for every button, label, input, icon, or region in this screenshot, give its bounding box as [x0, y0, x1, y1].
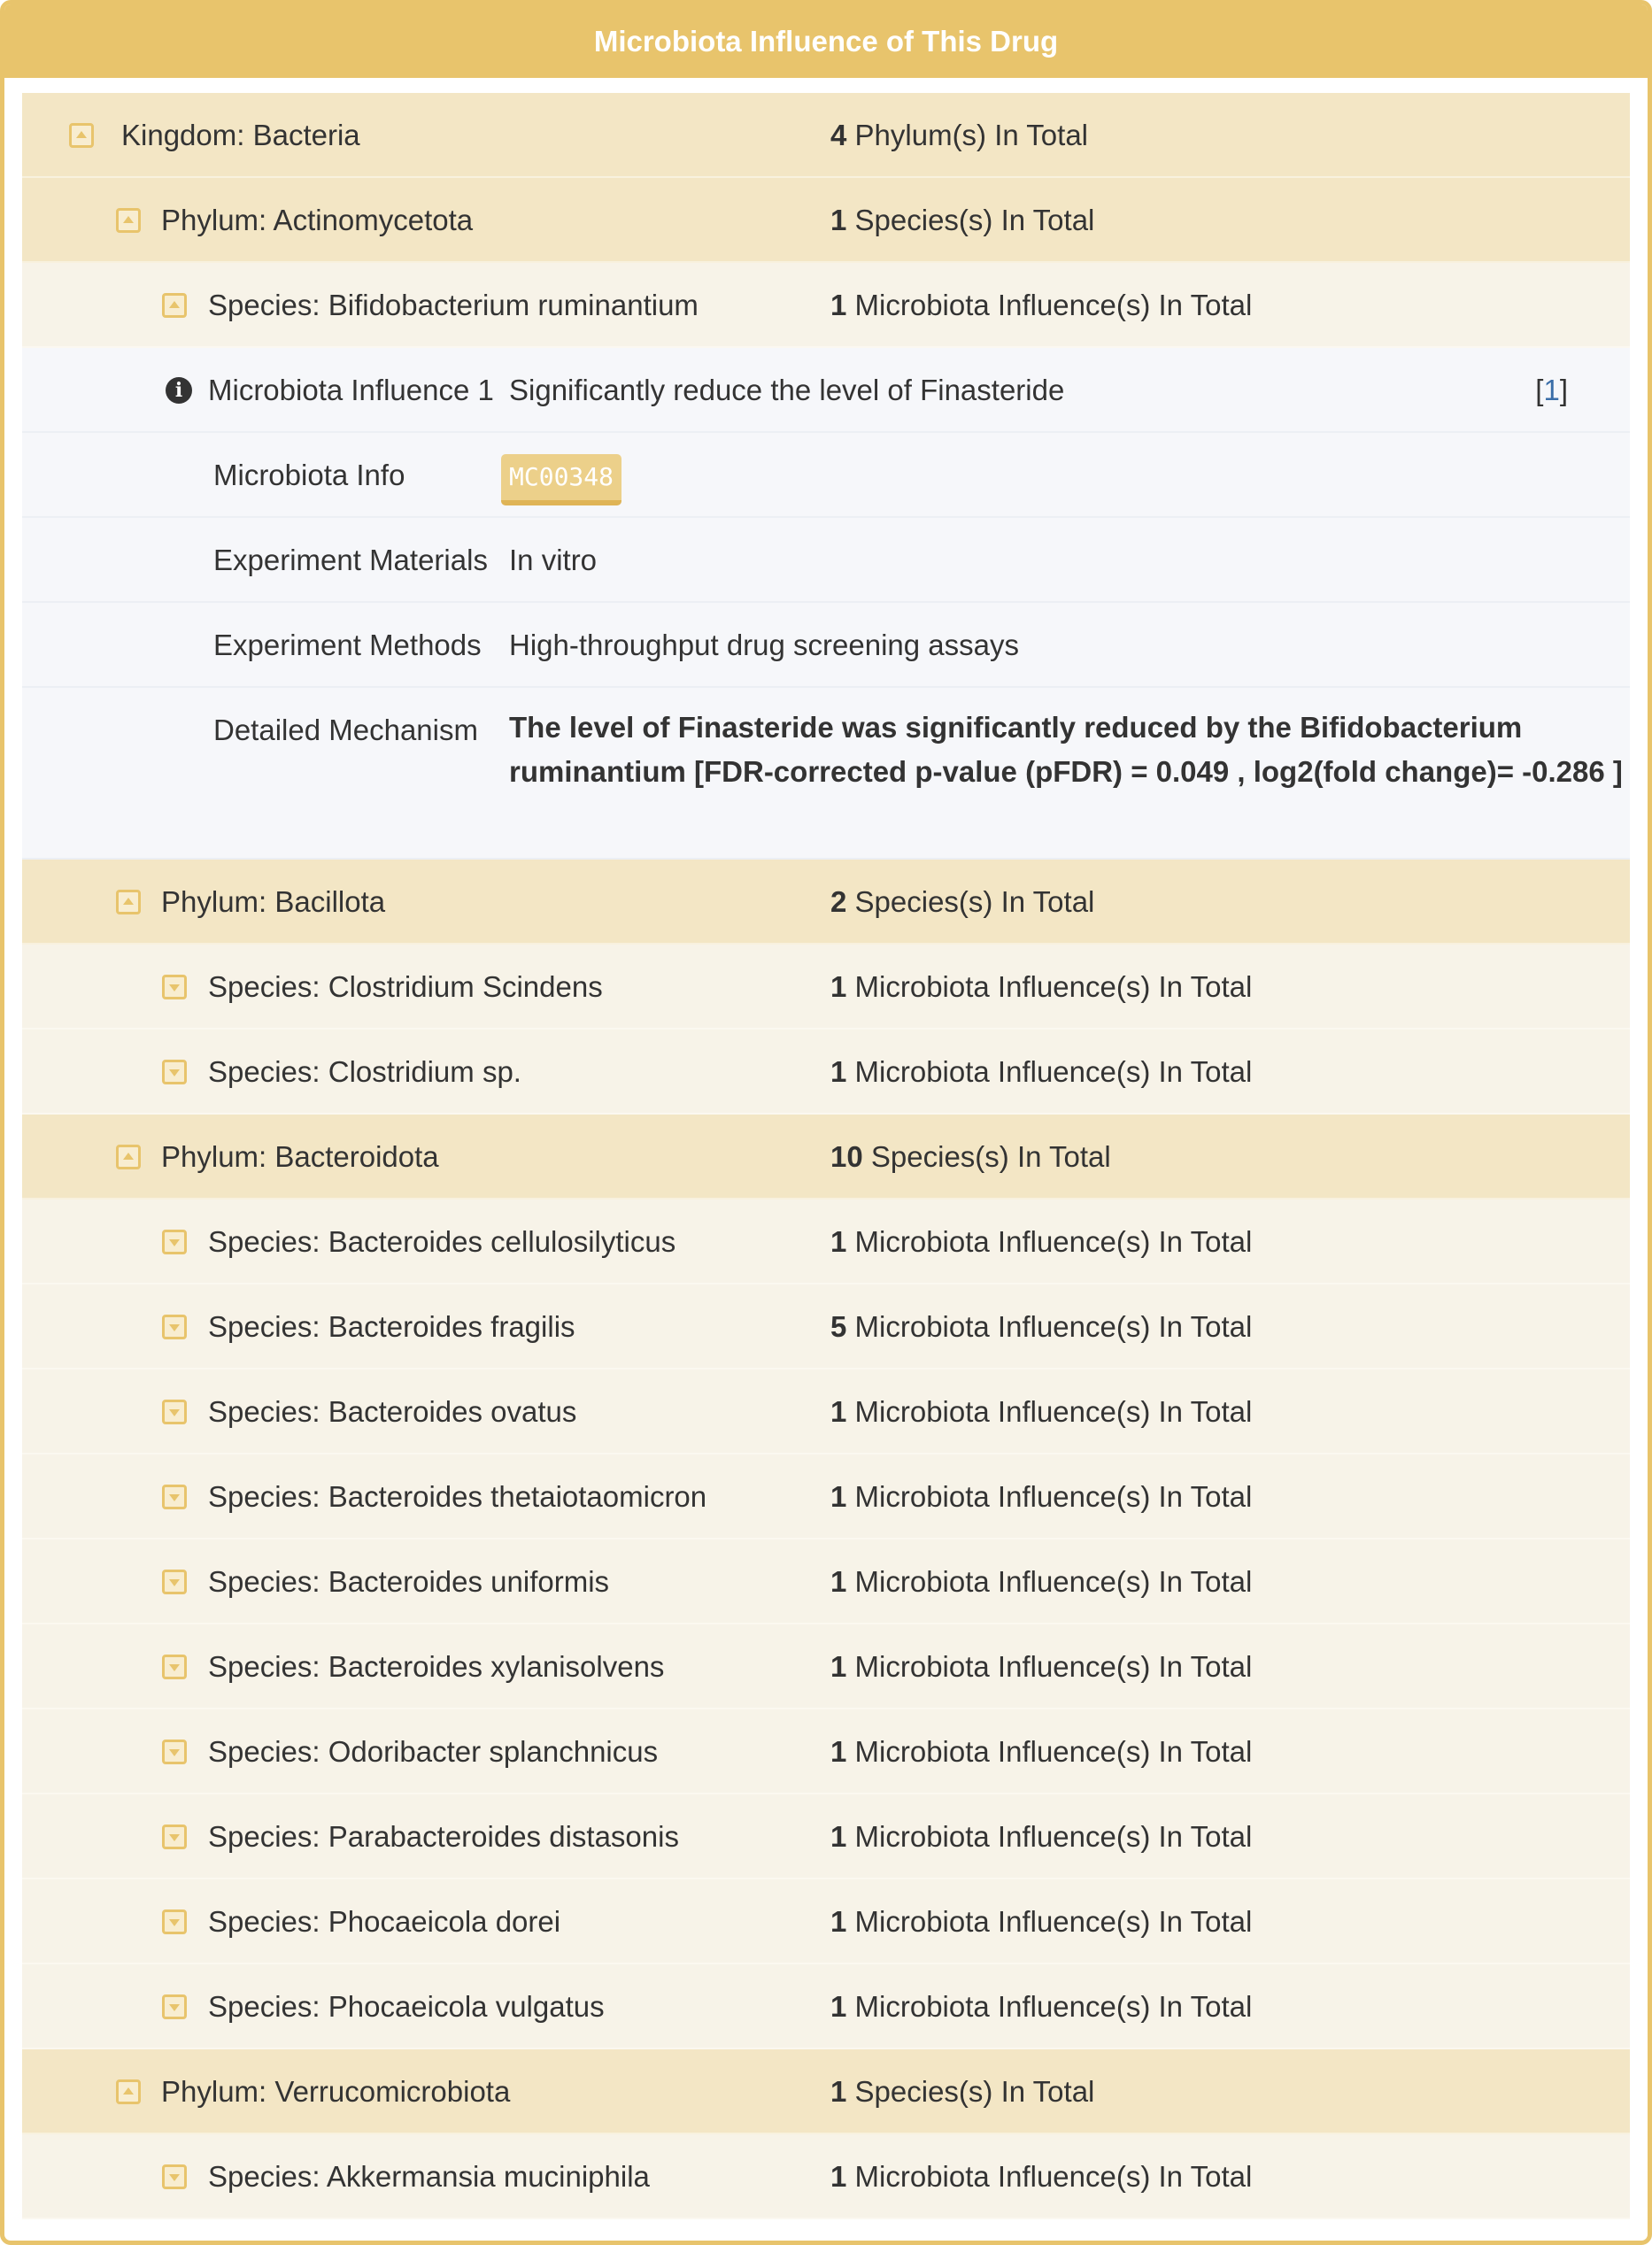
experiment-methods-label: Experiment Methods: [213, 629, 482, 661]
phylum-count: 2 Species(s) In Total: [830, 885, 1095, 918]
species-label: Species: Bifidobacterium ruminantium: [208, 289, 699, 321]
species-row[interactable]: [22, 2134, 1630, 2219]
species-count: 1 Microbiota Influence(s) In Total: [830, 2160, 1253, 2193]
expand-down-icon[interactable]: [162, 1315, 187, 1339]
experiment-materials-row: [22, 518, 1630, 603]
kingdom-count: 4 Phylum(s) In Total: [830, 119, 1089, 151]
species-row[interactable]: [22, 263, 1630, 348]
species-count: 1 Microbiota Influence(s) In Total: [830, 1990, 1253, 2023]
taxonomy-tree: [22, 93, 1630, 2219]
expand-down-icon[interactable]: [162, 1570, 187, 1594]
kingdom-label: Kingdom: Bacteria: [121, 119, 360, 151]
influence-effect: Significantly reduce the level of Finasteride: [509, 374, 1065, 406]
phylum-row[interactable]: [22, 860, 1630, 945]
detailed-mechanism-value: The level of Finasteride was significantly reduced by the Bifidobacterium ruminantium [FDR-corrected p-value (pFDR) = 0.049 , log2(fold change)= -0.286 ]: [509, 711, 1623, 788]
species-label: Species: Phocaeicola vulgatus: [208, 1990, 605, 2023]
species-row[interactable]: [22, 1879, 1630, 1964]
species-count: 1 Microbiota Influence(s) In Total: [830, 1905, 1253, 1938]
collapse-up-icon[interactable]: [69, 123, 94, 148]
collapse-up-icon[interactable]: [116, 2079, 141, 2104]
phylum-label: Phylum: Actinomycetota: [161, 204, 474, 236]
species-count: 1 Microbiota Influence(s) In Total: [830, 289, 1253, 321]
expand-down-icon[interactable]: [162, 1825, 187, 1849]
microbiota-code-button[interactable]: MC00348: [501, 454, 621, 505]
expand-down-icon[interactable]: [162, 1909, 187, 1934]
detailed-mechanism-row: [22, 688, 1630, 860]
phylum-label: Phylum: Bacteroidota: [161, 1140, 439, 1173]
species-row[interactable]: [22, 1285, 1630, 1369]
experiment-materials-label: Experiment Materials: [213, 544, 488, 576]
species-label: Species: Bacteroides uniformis: [208, 1565, 610, 1598]
microbiota-info-label: Microbiota Info: [213, 459, 405, 491]
species-label: Species: Clostridium sp.: [208, 1055, 521, 1088]
species-count: 1 Microbiota Influence(s) In Total: [830, 1735, 1253, 1768]
species-count: 1 Microbiota Influence(s) In Total: [830, 1395, 1253, 1428]
detailed-mechanism-label: Detailed Mechanism: [213, 714, 478, 746]
species-label: Species: Bacteroides xylanisolvens: [208, 1650, 665, 1683]
experiment-methods-row: [22, 603, 1630, 688]
expand-down-icon[interactable]: [162, 1230, 187, 1254]
species-label: Species: Akkermansia muciniphila: [208, 2160, 650, 2193]
species-count: 1 Microbiota Influence(s) In Total: [830, 970, 1253, 1003]
phylum-row[interactable]: [22, 1115, 1630, 1200]
species-count: 1 Microbiota Influence(s) In Total: [830, 1820, 1253, 1853]
phylum-count: 10 Species(s) In Total: [830, 1140, 1111, 1173]
species-label: Species: Bacteroides ovatus: [208, 1395, 577, 1428]
species-count: 1 Microbiota Influence(s) In Total: [830, 1225, 1253, 1258]
expand-down-icon[interactable]: [162, 1400, 187, 1424]
species-count: 1 Microbiota Influence(s) In Total: [830, 1055, 1253, 1088]
species-row[interactable]: [22, 1624, 1630, 1709]
expand-down-icon[interactable]: [162, 1060, 187, 1084]
collapse-up-icon[interactable]: [116, 1145, 141, 1169]
expand-down-icon[interactable]: [162, 2164, 187, 2189]
microbiota-info-row: [22, 433, 1630, 518]
experiment-methods-value: High-throughput drug screening assays: [509, 629, 1020, 661]
phylum-count: 1 Species(s) In Total: [830, 2075, 1095, 2108]
species-label: Species: Clostridium Scindens: [208, 970, 603, 1003]
species-label: Species: Bacteroides cellulosilyticus: [208, 1225, 676, 1258]
collapse-up-icon[interactable]: [162, 293, 187, 318]
species-row[interactable]: [22, 1964, 1630, 2049]
phylum-count: 1 Species(s) In Total: [830, 204, 1095, 236]
experiment-materials-value: In vitro: [509, 544, 598, 576]
influence-row: [22, 348, 1630, 433]
species-count: 1 Microbiota Influence(s) In Total: [830, 1650, 1253, 1683]
species-label: Species: Odoribacter splanchnicus: [208, 1735, 659, 1768]
species-row[interactable]: [22, 1539, 1630, 1624]
species-row[interactable]: [22, 1030, 1630, 1115]
species-row[interactable]: [22, 1794, 1630, 1879]
species-row[interactable]: [22, 1200, 1630, 1285]
expand-down-icon[interactable]: [162, 1994, 187, 2019]
phylum-label: Phylum: Verrucomicrobiota: [161, 2075, 511, 2108]
reference-link[interactable]: [1]: [1535, 374, 1568, 406]
species-row[interactable]: [22, 945, 1630, 1030]
species-label: Species: Phocaeicola dorei: [208, 1905, 561, 1938]
species-count: 5 Microbiota Influence(s) In Total: [830, 1310, 1253, 1343]
species-label: Species: Bacteroides thetaiotaomicron: [208, 1480, 707, 1513]
reference-number[interactable]: 1: [1543, 374, 1560, 406]
phylum-label: Phylum: Bacillota: [161, 885, 386, 918]
species-row[interactable]: [22, 1454, 1630, 1539]
kingdom-row[interactable]: [22, 93, 1630, 178]
species-row[interactable]: [22, 1369, 1630, 1454]
phylum-row[interactable]: [22, 178, 1630, 263]
species-count: 1 Microbiota Influence(s) In Total: [830, 1565, 1253, 1598]
expand-down-icon[interactable]: [162, 1485, 187, 1509]
phylum-row[interactable]: [22, 2049, 1630, 2134]
expand-down-icon[interactable]: [162, 1655, 187, 1679]
species-label: Species: Bacteroides fragilis: [208, 1310, 575, 1343]
panel-title: Microbiota Influence of This Drug: [4, 4, 1648, 78]
info-circle-icon: i: [166, 377, 192, 404]
species-count: 1 Microbiota Influence(s) In Total: [830, 1480, 1253, 1513]
collapse-up-icon[interactable]: [116, 208, 141, 233]
collapse-up-icon[interactable]: [116, 890, 141, 914]
influence-label: Microbiota Influence 1: [208, 374, 494, 406]
expand-down-icon[interactable]: [162, 975, 187, 999]
species-label: Species: Parabacteroides distasonis: [208, 1820, 679, 1853]
expand-down-icon[interactable]: [162, 1740, 187, 1764]
species-row[interactable]: [22, 1709, 1630, 1794]
